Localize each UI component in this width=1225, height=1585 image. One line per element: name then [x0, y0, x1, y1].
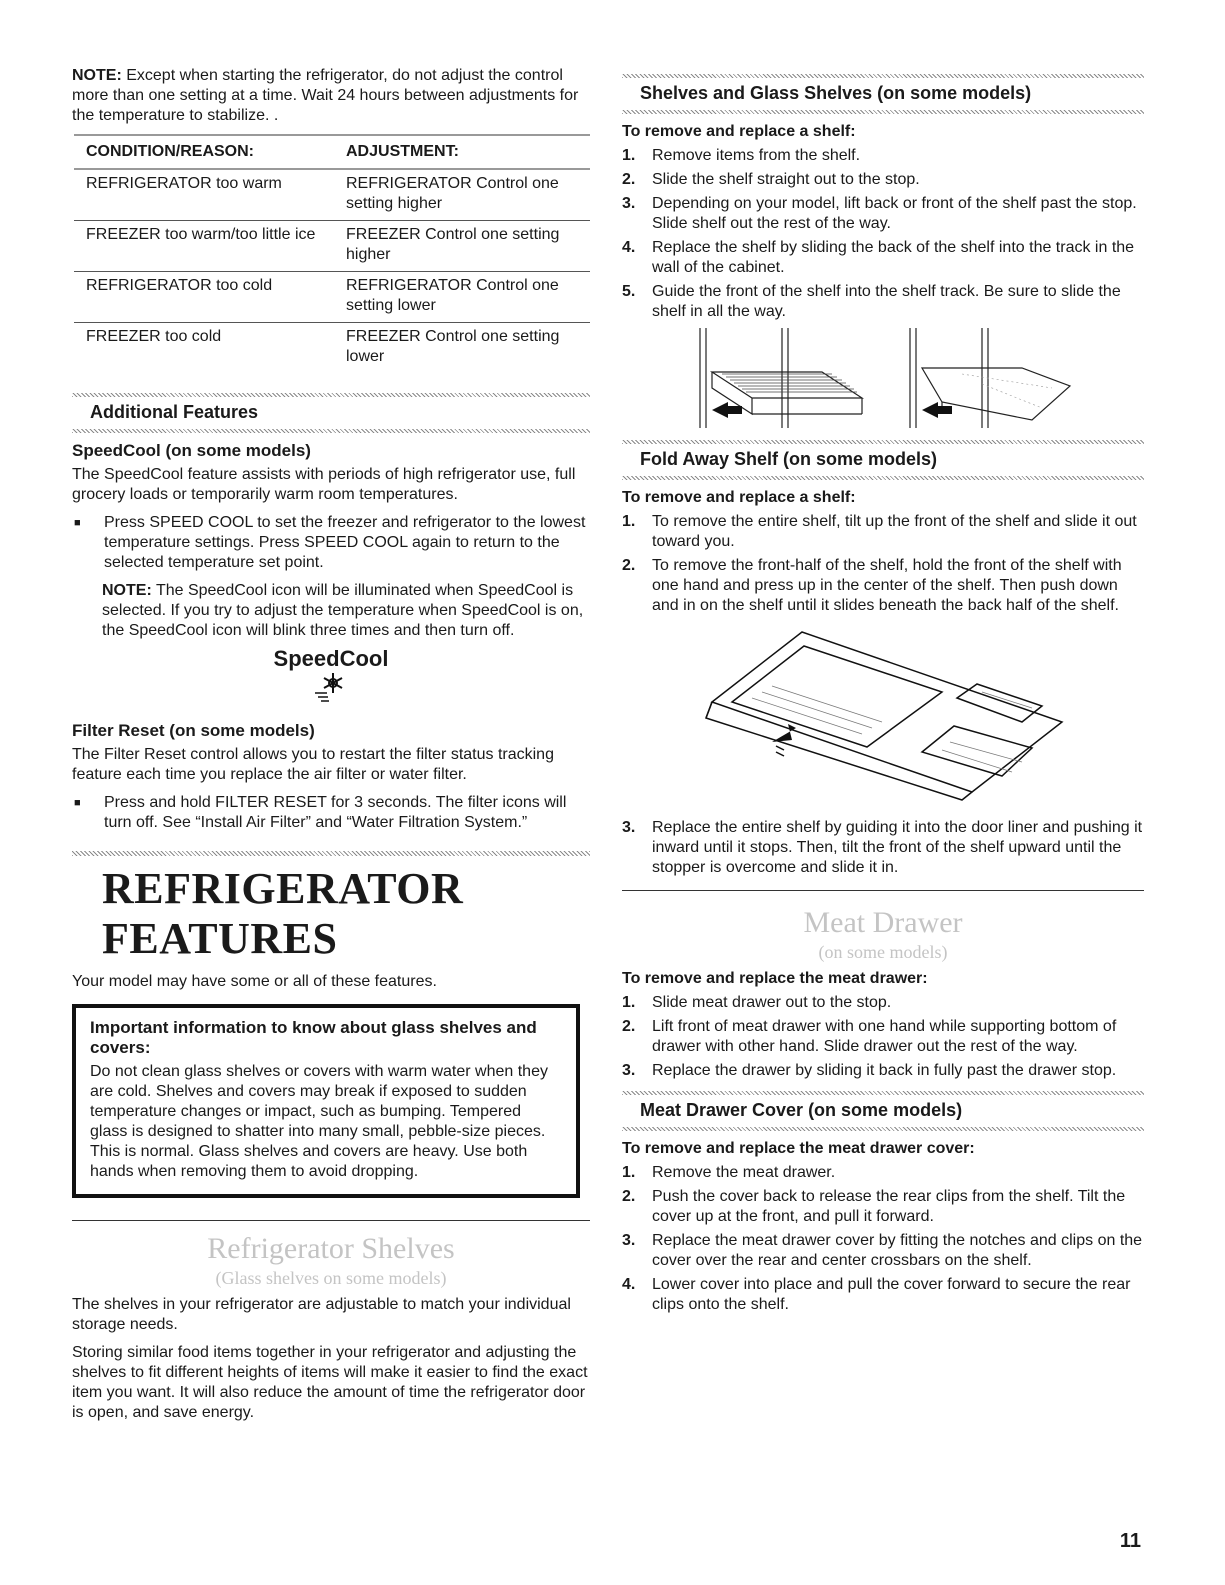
important-info-box [72, 1004, 580, 1198]
speedcool-note [102, 581, 590, 641]
list-item: 1. Remove items from the shelf. [622, 147, 861, 164]
meat-drawer-title: Meat Drawer [803, 906, 963, 939]
table-cell: REFRIGERATOR too warm [86, 175, 282, 192]
left-column [72, 66, 590, 1431]
list-item: 2. To remove the front-half of the shelf, hold the front of the shelf with one hand and press up in the center of the shelf. Then push down and in on the shelf until it slides beneath the back half of the shelf. [622, 557, 1122, 614]
shelf-illustrations [692, 328, 1144, 428]
page-number: 11 [1119, 1530, 1141, 1552]
list-item: 2. Lift front of meat drawer with one hand while supporting bottom of drawer with other hand. Slide drawer out the rest of the way. [622, 1018, 1117, 1055]
table-cell: FREEZER too cold [86, 328, 222, 345]
table-cell: FREEZER too warm/too little ice [86, 226, 316, 243]
filter-reset-heading: Filter Reset (on some models) [72, 721, 315, 740]
speedcool-bullet [72, 513, 590, 573]
table-cell: FREEZER Control one setting lower [346, 328, 560, 365]
fold-away-step-3 [622, 818, 1144, 878]
list-item: 3. Depending on your model, lift back or front of the shelf past the stop. Slide shelf out the rest of the way. [622, 195, 1137, 232]
hatch-divider [72, 851, 590, 856]
note-label: NOTE: [102, 582, 152, 599]
speedcool-intro: The SpeedCool feature assists with periods of high refrigerator use, full grocery loads or temporarily warm room temperatures. [72, 466, 576, 503]
table-row [74, 170, 590, 221]
bullet-square-icon: ■ [74, 517, 81, 529]
table-cell: REFRIGERATOR Control one setting lower [346, 277, 559, 314]
list-item: 2. Slide the shelf straight out to the stop. [622, 171, 920, 188]
additional-features-heading: Additional Features [72, 397, 590, 429]
list-item: 5. Guide the front of the shelf into the shelf track. Be sure to slide the shelf in all the way. [622, 283, 1121, 320]
filter-reset-bullet [72, 793, 590, 833]
adjustment-table [74, 134, 590, 373]
list-item: 3. Replace the meat drawer cover by fitting the notches and clips on the cover over the rear and center crossbars on the shelf. [622, 1232, 1143, 1269]
glass-shelf-illustration [902, 328, 1082, 428]
bullet-square-icon: ■ [74, 797, 81, 809]
note-text: The SpeedCool icon will be illuminated when SpeedCool is selected. If you try to adjust the temperature when SpeedCool is on, the SpeedCool icon will blink three times and then turn off. [102, 582, 584, 639]
glass-shelves-heading: Shelves and Glass Shelves (on some models) [622, 78, 1144, 110]
table-header [74, 134, 590, 170]
table-cell: FREEZER Control one setting higher [346, 226, 560, 263]
list-item: 2. Push the cover back to release the rear clips from the shelf. Tilt the cover up at the front, and pull it forward. [622, 1188, 1126, 1225]
bullet-text: Press SPEED COOL to set the freezer and refrigerator to the lowest temperature settings. Press SPEED COOL again to return to the selected temperature set point. [104, 514, 586, 571]
fold-away-shelf-illustration [692, 622, 1144, 808]
meat-drawer-cover-subheading: To remove and replace the meat drawer cover: [622, 1140, 975, 1157]
important-text: Do not clean glass shelves or covers with warm water when they are cold. Shelves and covers may break if exposed to sudden temperature changes or impact, such as bumping. Tempered glass is designed to shatter into many small, pebble-size pieces. This is normal. Glass shelves and covers are heavy. Use both hands when removing them to avoid dropping. [90, 1063, 548, 1180]
list-item: 4. Lower cover into place and pull the cover forward to secure the rear clips onto the shelf. [622, 1276, 1131, 1313]
note-text: Except when starting the refrigerator, do not adjust the control more than one setting at a time. Wait 24 hours between adjustments for the temperature to stabilize. . [72, 67, 579, 124]
list-item: 1. Remove the meat drawer. [622, 1164, 836, 1181]
list-item: 4. Replace the shelf by sliding the back of the shelf into the track in the wall of the cabinet. [622, 239, 1135, 276]
bullet-text: Press and hold FILTER RESET for 3 seconds. The filter icons will turn off. See “Install Air Filter” and “Water Filtration System.” [104, 794, 567, 831]
meat-drawer-subtitle: (on some models) [818, 942, 948, 962]
meat-drawer-subheading: To remove and replace the meat drawer: [622, 970, 928, 987]
meat-drawer-cover-heading: Meat Drawer Cover (on some models) [622, 1095, 1144, 1127]
table-cell: REFRIGERATOR Control one setting higher [346, 175, 559, 212]
important-heading: Important information to know about glass shelves and covers: [90, 1018, 537, 1057]
shelves-paragraph-1: The shelves in your refrigerator are adjustable to match your individual storage needs. [72, 1296, 571, 1333]
speedcool-heading: SpeedCool (on some models) [72, 441, 311, 460]
fold-away-steps [622, 512, 1144, 616]
table-cell: REFRIGERATOR too cold [86, 277, 273, 294]
wire-shelf-illustration [692, 328, 872, 428]
shelves-title: Refrigerator Shelves [207, 1232, 455, 1265]
shelves-paragraph-2: Storing similar food items together in your refrigerator and adjusting the shelves to fit different heights of items will make it easier to find the exact item you want. It will also reduce the amount of time the refrigerator door is open, and save energy. [72, 1344, 588, 1421]
section-rule [72, 1220, 590, 1221]
meat-drawer-steps [622, 993, 1144, 1081]
list-item: 1. Slide meat drawer out to the stop. [622, 994, 892, 1011]
section-rule [622, 890, 1144, 891]
right-column [622, 66, 1144, 1321]
speedcool-icon-label: SpeedCool [273, 646, 389, 671]
glass-shelves-subheading: To remove and replace a shelf: [622, 123, 856, 140]
features-title: REFRIGERATOR FEATURES [102, 864, 464, 963]
fold-away-subheading: To remove and replace a shelf: [622, 489, 856, 506]
filter-reset-intro: The Filter Reset control allows you to restart the filter status tracking feature each time you replace the air filter or water filter. [72, 746, 554, 783]
temperature-note [72, 66, 590, 126]
speedcool-snowflake-icon [72, 669, 590, 709]
list-item: 3. Replace the drawer by sliding it back in fully past the drawer stop. [622, 1062, 1117, 1079]
shelves-subtitle: (Glass shelves on some models) [215, 1268, 447, 1288]
features-intro: Your model may have some or all of these features. [72, 973, 437, 990]
meat-drawer-cover-steps [622, 1163, 1144, 1315]
fold-away-heading: Fold Away Shelf (on some models) [622, 444, 1144, 476]
table-row [74, 323, 590, 373]
note-label: NOTE: [72, 67, 122, 84]
list-item: 1. To remove the entire shelf, tilt up the front of the shelf and slide it out toward you. [622, 513, 1137, 550]
header-condition: CONDITION/REASON: [86, 143, 254, 160]
table-row [74, 272, 590, 323]
glass-shelves-steps [622, 146, 1144, 322]
list-item: 3. Replace the entire shelf by guiding it into the door liner and pushing it inward until it stops. Then, tilt the front of the shelf upward until the stopper is overcome and slide it in. [622, 819, 1143, 876]
header-adjustment: ADJUSTMENT: [346, 143, 459, 160]
table-row [74, 221, 590, 272]
